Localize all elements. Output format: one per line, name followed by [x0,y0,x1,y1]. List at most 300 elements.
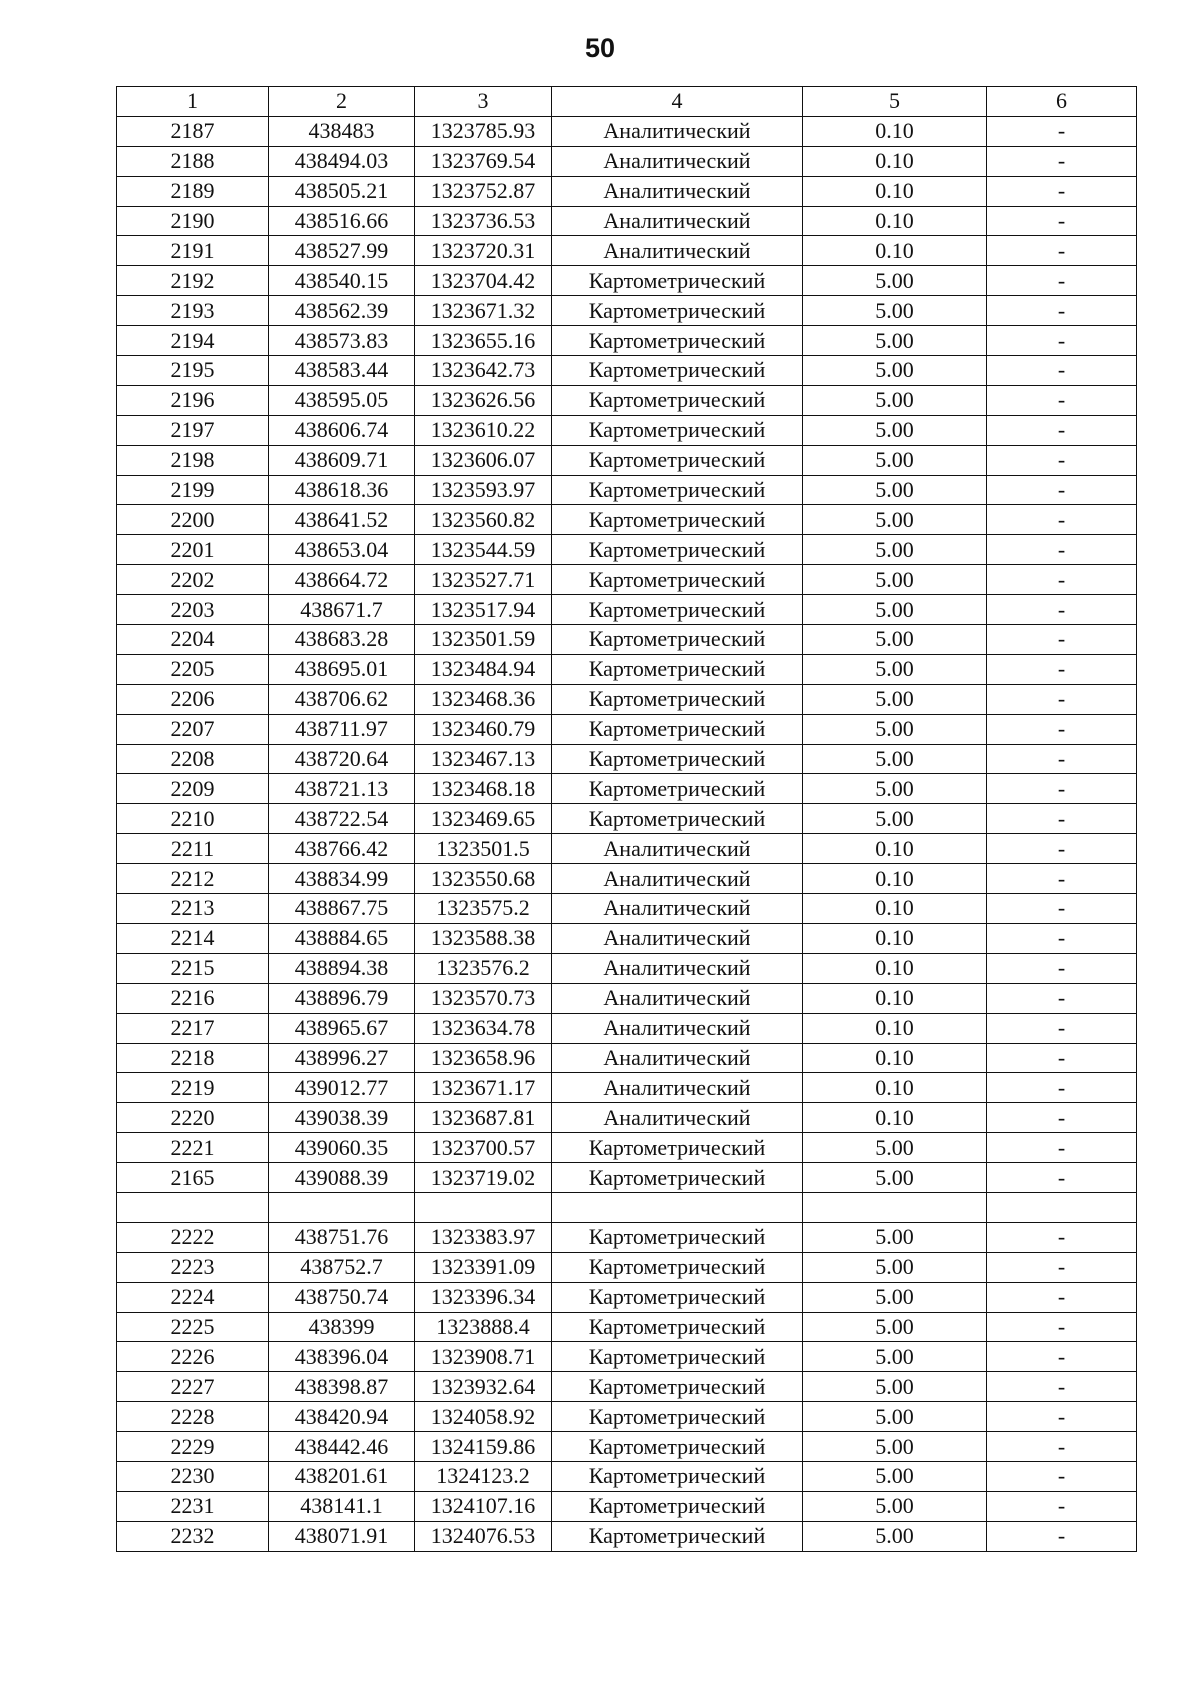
cell-point-number: 2216 [117,983,269,1013]
cell-method: Картометрический [552,1252,803,1282]
cell-accuracy: 5.00 [803,565,987,595]
column-header-5: 5 [803,87,987,117]
cell-method: Аналитический [552,864,803,894]
cell-accuracy: 5.00 [803,1491,987,1521]
table-row [117,505,1137,535]
table-row [117,1432,1137,1462]
cell-method: Аналитический [552,1043,803,1073]
cell-point-number: 2188 [117,146,269,176]
cell-accuracy: 0.10 [803,236,987,266]
cell-accuracy: 5.00 [803,326,987,356]
cell-note: - [987,1312,1137,1342]
cell-method: Аналитический [552,1103,803,1133]
cell-accuracy: 5.00 [803,595,987,625]
cell-x-coordinate [269,1192,415,1222]
cell-point-number: 2197 [117,415,269,445]
cell-point-number: 2218 [117,1043,269,1073]
cell-accuracy: 5.00 [803,625,987,655]
cell-y-coordinate: 1323687.81 [415,1103,552,1133]
column-header-2: 2 [269,87,415,117]
cell-accuracy: 0.10 [803,176,987,206]
cell-y-coordinate: 1323785.93 [415,116,552,146]
cell-x-coordinate: 438671.7 [269,595,415,625]
cell-accuracy: 0.10 [803,983,987,1013]
cell-method: Картометрический [552,445,803,475]
cell-accuracy: 0.10 [803,834,987,864]
table-row [117,565,1137,595]
cell-point-number: 2201 [117,535,269,565]
cell-y-coordinate: 1323719.02 [415,1163,552,1193]
cell-method: Картометрический [552,1312,803,1342]
cell-note: - [987,236,1137,266]
cell-point-number: 2226 [117,1342,269,1372]
cell-y-coordinate: 1323752.87 [415,176,552,206]
table-row [117,953,1137,983]
cell-y-coordinate: 1323468.18 [415,774,552,804]
cell-point-number: 2165 [117,1163,269,1193]
cell-note: - [987,565,1137,595]
cell-accuracy: 5.00 [803,1432,987,1462]
cell-accuracy: 5.00 [803,1461,987,1491]
cell-y-coordinate: 1323544.59 [415,535,552,565]
cell-note: - [987,1133,1137,1163]
cell-y-coordinate: 1323593.97 [415,475,552,505]
table-row [117,983,1137,1013]
table-row [117,356,1137,386]
table-row [117,1192,1137,1222]
cell-accuracy: 5.00 [803,1282,987,1312]
cell-y-coordinate: 1323888.4 [415,1312,552,1342]
cell-accuracy: 5.00 [803,1521,987,1551]
cell-note [987,1192,1137,1222]
cell-x-coordinate: 438896.79 [269,983,415,1013]
cell-y-coordinate: 1324076.53 [415,1521,552,1551]
cell-note: - [987,266,1137,296]
cell-method: Картометрический [552,1372,803,1402]
cell-point-number: 2212 [117,864,269,894]
cell-y-coordinate: 1323468.36 [415,684,552,714]
column-header-6: 6 [987,87,1137,117]
cell-x-coordinate: 438884.65 [269,923,415,953]
table-row [117,804,1137,834]
cell-note: - [987,1491,1137,1521]
cell-note: - [987,296,1137,326]
cell-x-coordinate: 438695.01 [269,654,415,684]
table-row [117,1043,1137,1073]
cell-x-coordinate: 439088.39 [269,1163,415,1193]
cell-method: Аналитический [552,1073,803,1103]
cell-point-number: 2214 [117,923,269,953]
page-number: 50 [584,33,616,63]
cell-note: - [987,1163,1137,1193]
cell-note: - [987,804,1137,834]
cell-accuracy: 0.10 [803,953,987,983]
cell-point-number: 2219 [117,1073,269,1103]
cell-x-coordinate: 439060.35 [269,1133,415,1163]
cell-x-coordinate: 438505.21 [269,176,415,206]
cell-method: Картометрический [552,1163,803,1193]
cell-point-number: 2227 [117,1372,269,1402]
cell-point-number: 2230 [117,1461,269,1491]
cell-accuracy: 5.00 [803,804,987,834]
cell-point-number: 2215 [117,953,269,983]
cell-note: - [987,1342,1137,1372]
cell-accuracy: 5.00 [803,266,987,296]
cell-method: Аналитический [552,236,803,266]
cell-x-coordinate: 438706.62 [269,684,415,714]
cell-x-coordinate: 438494.03 [269,146,415,176]
cell-point-number: 2222 [117,1222,269,1252]
cell-point-number: 2211 [117,834,269,864]
cell-method [552,1192,803,1222]
cell-x-coordinate: 438766.42 [269,834,415,864]
cell-note: - [987,176,1137,206]
cell-point-number: 2229 [117,1432,269,1462]
cell-x-coordinate: 438595.05 [269,385,415,415]
table-row [117,654,1137,684]
cell-method: Картометрический [552,1222,803,1252]
coordinates-table [116,86,1137,1552]
cell-note: - [987,953,1137,983]
cell-y-coordinate: 1323736.53 [415,206,552,236]
cell-y-coordinate: 1324107.16 [415,1491,552,1521]
cell-note: - [987,1372,1137,1402]
cell-method: Картометрический [552,266,803,296]
cell-method: Картометрический [552,505,803,535]
cell-y-coordinate: 1323932.64 [415,1372,552,1402]
cell-point-number: 2217 [117,1013,269,1043]
cell-point-number: 2232 [117,1521,269,1551]
cell-y-coordinate: 1323527.71 [415,565,552,595]
cell-method: Картометрический [552,296,803,326]
cell-y-coordinate: 1323570.73 [415,983,552,1013]
cell-y-coordinate: 1323700.57 [415,1133,552,1163]
cell-accuracy: 5.00 [803,684,987,714]
table-row [117,1013,1137,1043]
table-row [117,864,1137,894]
cell-point-number: 2206 [117,684,269,714]
table-row [117,1342,1137,1372]
cell-x-coordinate: 438201.61 [269,1461,415,1491]
cell-note: - [987,684,1137,714]
cell-accuracy: 0.10 [803,864,987,894]
table-row [117,714,1137,744]
cell-accuracy: 0.10 [803,206,987,236]
cell-x-coordinate: 438399 [269,1312,415,1342]
cell-x-coordinate: 438573.83 [269,326,415,356]
cell-x-coordinate: 438618.36 [269,475,415,505]
cell-y-coordinate: 1323720.31 [415,236,552,266]
cell-note: - [987,356,1137,386]
cell-point-number: 2213 [117,894,269,924]
cell-point-number: 2195 [117,356,269,386]
cell-point-number: 2190 [117,206,269,236]
cell-method: Аналитический [552,206,803,236]
cell-method: Картометрический [552,565,803,595]
cell-y-coordinate: 1323606.07 [415,445,552,475]
table-row [117,296,1137,326]
cell-point-number: 2224 [117,1282,269,1312]
cell-accuracy: 5.00 [803,505,987,535]
cell-note: - [987,983,1137,1013]
cell-method: Картометрический [552,1282,803,1312]
cell-x-coordinate: 438141.1 [269,1491,415,1521]
cell-y-coordinate: 1323484.94 [415,654,552,684]
cell-method: Аналитический [552,834,803,864]
cell-point-number: 2225 [117,1312,269,1342]
cell-accuracy: 5.00 [803,714,987,744]
cell-method: Картометрический [552,385,803,415]
cell-note: - [987,1222,1137,1252]
cell-accuracy: 5.00 [803,1402,987,1432]
table-row [117,445,1137,475]
table-row [117,894,1137,924]
cell-accuracy: 5.00 [803,1222,987,1252]
cell-accuracy: 5.00 [803,445,987,475]
table-row [117,1461,1137,1491]
cell-x-coordinate: 438720.64 [269,744,415,774]
table-row [117,236,1137,266]
cell-y-coordinate: 1323383.97 [415,1222,552,1252]
cell-method: Картометрический [552,714,803,744]
cell-note: - [987,864,1137,894]
cell-x-coordinate: 438420.94 [269,1402,415,1432]
table-row [117,834,1137,864]
cell-note: - [987,894,1137,924]
cell-method: Картометрический [552,625,803,655]
cell-method: Картометрический [552,774,803,804]
cell-x-coordinate: 438664.72 [269,565,415,595]
cell-y-coordinate: 1324123.2 [415,1461,552,1491]
cell-note: - [987,535,1137,565]
cell-accuracy: 5.00 [803,1163,987,1193]
cell-y-coordinate: 1323769.54 [415,146,552,176]
table-row [117,385,1137,415]
cell-y-coordinate: 1323908.71 [415,1342,552,1372]
cell-y-coordinate: 1323575.2 [415,894,552,924]
cell-point-number: 2207 [117,714,269,744]
cell-method: Аналитический [552,176,803,206]
cell-method: Картометрический [552,475,803,505]
cell-point-number: 2210 [117,804,269,834]
cell-y-coordinate: 1323610.22 [415,415,552,445]
cell-note: - [987,146,1137,176]
cell-accuracy: 5.00 [803,356,987,386]
cell-note: - [987,1252,1137,1282]
table-row [117,475,1137,505]
cell-x-coordinate: 439012.77 [269,1073,415,1103]
table-row [117,1521,1137,1551]
table-row [117,1163,1137,1193]
cell-x-coordinate: 438641.52 [269,505,415,535]
cell-method: Картометрический [552,1402,803,1432]
cell-method: Картометрический [552,804,803,834]
cell-note: - [987,116,1137,146]
cell-method: Аналитический [552,953,803,983]
cell-method: Картометрический [552,744,803,774]
cell-point-number: 2198 [117,445,269,475]
cell-y-coordinate: 1323560.82 [415,505,552,535]
cell-point-number: 2192 [117,266,269,296]
cell-x-coordinate: 438996.27 [269,1043,415,1073]
cell-note: - [987,1103,1137,1133]
cell-point-number: 2223 [117,1252,269,1282]
table-row [117,1312,1137,1342]
cell-y-coordinate: 1323467.13 [415,744,552,774]
cell-accuracy: 0.10 [803,923,987,953]
table-row [117,1073,1137,1103]
table-row [117,535,1137,565]
cell-x-coordinate: 438653.04 [269,535,415,565]
cell-x-coordinate: 438483 [269,116,415,146]
table-row [117,1402,1137,1432]
cell-x-coordinate: 438965.67 [269,1013,415,1043]
cell-x-coordinate: 438398.87 [269,1372,415,1402]
cell-note: - [987,625,1137,655]
cell-note: - [987,1043,1137,1073]
table-row [117,116,1137,146]
cell-accuracy: 5.00 [803,296,987,326]
table-row [117,1491,1137,1521]
cell-accuracy: 5.00 [803,744,987,774]
cell-x-coordinate: 438867.75 [269,894,415,924]
header-row [117,87,1137,117]
cell-method: Картометрический [552,326,803,356]
cell-point-number: 2220 [117,1103,269,1133]
cell-method: Аналитический [552,116,803,146]
cell-x-coordinate: 438752.7 [269,1252,415,1282]
cell-y-coordinate: 1323588.38 [415,923,552,953]
table-row [117,206,1137,236]
cell-point-number: 2205 [117,654,269,684]
cell-y-coordinate: 1323396.34 [415,1282,552,1312]
cell-accuracy: 5.00 [803,535,987,565]
cell-point-number: 2203 [117,595,269,625]
cell-accuracy: 0.10 [803,1073,987,1103]
cell-accuracy: 5.00 [803,1342,987,1372]
cell-method: Аналитический [552,894,803,924]
table-row [117,326,1137,356]
cell-point-number: 2200 [117,505,269,535]
cell-note: - [987,1282,1137,1312]
table-row [117,774,1137,804]
cell-note: - [987,1013,1137,1043]
cell-y-coordinate: 1323704.42 [415,266,552,296]
cell-note: - [987,1461,1137,1491]
cell-point-number: 2189 [117,176,269,206]
cell-x-coordinate: 438442.46 [269,1432,415,1462]
table-row [117,625,1137,655]
cell-accuracy: 0.10 [803,1043,987,1073]
cell-note: - [987,206,1137,236]
cell-note: - [987,834,1137,864]
cell-point-number: 2187 [117,116,269,146]
table-row [117,1103,1137,1133]
cell-accuracy: 0.10 [803,146,987,176]
cell-y-coordinate: 1323517.94 [415,595,552,625]
cell-x-coordinate: 438562.39 [269,296,415,326]
cell-method: Аналитический [552,1013,803,1043]
cell-note: - [987,654,1137,684]
cell-y-coordinate: 1323576.2 [415,953,552,983]
cell-accuracy: 5.00 [803,475,987,505]
cell-note: - [987,923,1137,953]
table-row [117,1372,1137,1402]
column-header-4: 4 [552,87,803,117]
cell-method: Картометрический [552,1521,803,1551]
cell-x-coordinate: 438721.13 [269,774,415,804]
cell-point-number: 2209 [117,774,269,804]
cell-method: Картометрический [552,415,803,445]
cell-x-coordinate: 438609.71 [269,445,415,475]
cell-accuracy: 5.00 [803,774,987,804]
cell-accuracy: 5.00 [803,385,987,415]
cell-method: Картометрический [552,1133,803,1163]
cell-note: - [987,1521,1137,1551]
cell-accuracy: 5.00 [803,654,987,684]
cell-accuracy: 5.00 [803,1312,987,1342]
cell-y-coordinate: 1323658.96 [415,1043,552,1073]
table-row [117,744,1137,774]
table-row [117,595,1137,625]
cell-method: Аналитический [552,923,803,953]
column-header-3: 3 [415,87,552,117]
cell-method: Картометрический [552,535,803,565]
cell-y-coordinate: 1323469.65 [415,804,552,834]
cell-note: - [987,445,1137,475]
cell-method: Картометрический [552,654,803,684]
cell-accuracy: 0.10 [803,1103,987,1133]
cell-note: - [987,1402,1137,1432]
cell-y-coordinate: 1323391.09 [415,1252,552,1282]
table-row [117,1222,1137,1252]
cell-x-coordinate: 438071.91 [269,1521,415,1551]
cell-note: - [987,505,1137,535]
cell-x-coordinate: 438751.76 [269,1222,415,1252]
cell-x-coordinate: 438834.99 [269,864,415,894]
cell-note: - [987,475,1137,505]
cell-point-number: 2231 [117,1491,269,1521]
cell-accuracy: 5.00 [803,415,987,445]
cell-point-number: 2194 [117,326,269,356]
cell-point-number: 2193 [117,296,269,326]
cell-x-coordinate: 438606.74 [269,415,415,445]
cell-x-coordinate: 438540.15 [269,266,415,296]
cell-point-number: 2221 [117,1133,269,1163]
cell-point-number: 2196 [117,385,269,415]
cell-note: - [987,326,1137,356]
table-row [117,1133,1137,1163]
cell-point-number: 2228 [117,1402,269,1432]
table-row [117,266,1137,296]
cell-accuracy: 5.00 [803,1133,987,1163]
table-body [117,116,1137,1551]
cell-note: - [987,1432,1137,1462]
cell-y-coordinate: 1323501.5 [415,834,552,864]
column-header-1: 1 [117,87,269,117]
cell-y-coordinate: 1323550.68 [415,864,552,894]
cell-note: - [987,595,1137,625]
cell-x-coordinate: 438516.66 [269,206,415,236]
table-row [117,1282,1137,1312]
cell-y-coordinate: 1323671.32 [415,296,552,326]
cell-method: Картометрический [552,1491,803,1521]
cell-x-coordinate: 438722.54 [269,804,415,834]
cell-point-number: 2208 [117,744,269,774]
cell-y-coordinate: 1323642.73 [415,356,552,386]
cell-note: - [987,714,1137,744]
cell-method: Аналитический [552,983,803,1013]
